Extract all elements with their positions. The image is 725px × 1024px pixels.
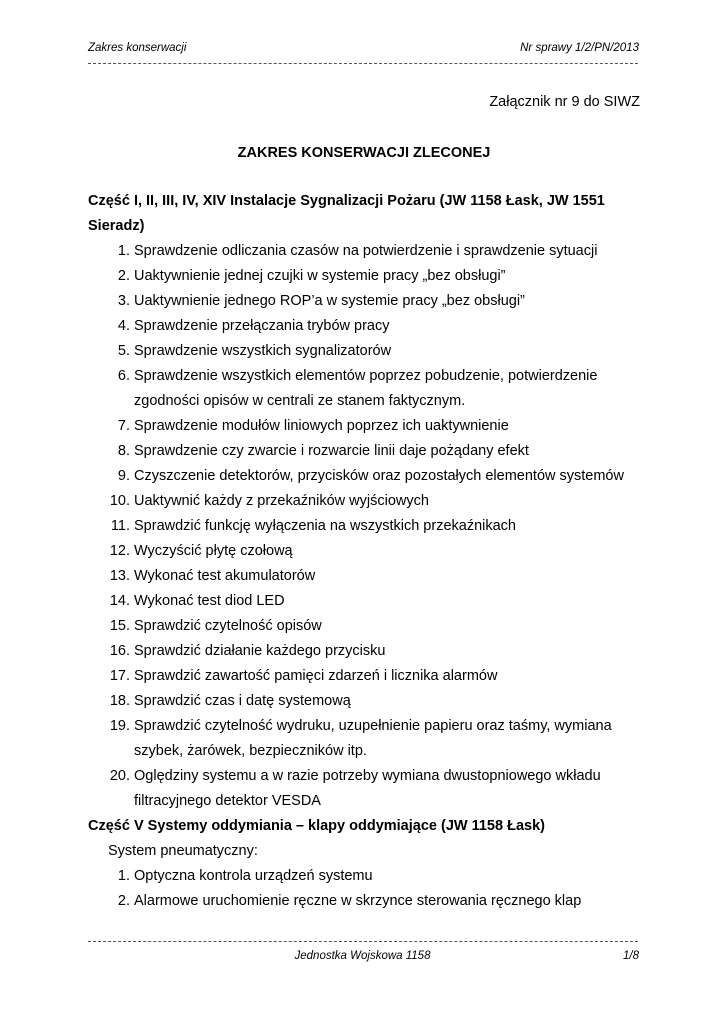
item-text: Wykonać test akumulatorów: [134, 568, 316, 584]
item-text: Sprawdzić czytelność wydruku, uzupełnienie papieru oraz taśmy, wymiana szybek, żarówek, bezpieczników itp.: [134, 718, 612, 759]
list-item: [88, 439, 640, 464]
item-text: Sprawdzić funkcję wyłączenia na wszystkich przekaźnikach: [134, 518, 516, 534]
item-text: Uaktywnić każdy z przekaźników wyjściowych: [134, 493, 429, 509]
list-item: [88, 514, 640, 539]
item-text: Oględziny systemu a w razie potrzeby wymiana dwustopniowego wkładu filtracyjnego detektor VESDA: [134, 768, 601, 809]
item-number: 1.: [117, 243, 130, 259]
list-item: [88, 339, 640, 364]
list-item: [88, 639, 640, 664]
list-item: [88, 289, 640, 314]
item-text: Czyszczenie detektorów, przycisków oraz pozostałych elementów systemów: [134, 468, 624, 484]
section-2-subtitle: System pneumatyczny:: [108, 843, 258, 859]
section-2-list: [88, 864, 640, 914]
list-item: [88, 464, 640, 489]
item-text: Sprawdzenie modułów liniowych poprzez ich uaktywnienie: [134, 418, 509, 434]
item-number: 10.: [109, 493, 130, 509]
item-number: 11.: [110, 518, 130, 534]
list-item: [88, 664, 640, 689]
list-item: [88, 764, 640, 814]
section-2-title: Część V Systemy oddymiania – klapy oddymiające (JW 1158 Łask): [88, 818, 545, 834]
list-item: [88, 314, 640, 339]
item-text: Sprawdzenie czy zwarcie i rozwarcie linii daje pożądany efekt: [134, 443, 529, 459]
list-item: [88, 864, 640, 889]
item-text: Sprawdzić zawartość pamięci zdarzeń i licznika alarmów: [134, 668, 498, 684]
list-item: [88, 564, 640, 589]
item-text: Sprawdzić działanie każdego przycisku: [134, 643, 386, 659]
header-right: Nr sprawy 1/2/PN/2013: [520, 42, 639, 54]
item-number: 4.: [117, 318, 130, 334]
item-text: Sprawdzenie wszystkich elementów poprzez pobudzenie, potwierdzenie zgodności opisów w centrali ze stanem faktycznym.: [134, 368, 598, 409]
item-number: 2.: [117, 893, 130, 909]
document-title: ZAKRES KONSERWACJI ZLECONEJ: [237, 145, 491, 161]
item-text: Uaktywnienie jednej czujki w systemie pracy „bez obsługi”: [134, 268, 506, 284]
item-number: 13.: [109, 568, 130, 584]
item-number: 8.: [117, 443, 130, 459]
item-text: Uaktywnienie jednego ROP’a w systemie pracy „bez obsługi”: [134, 293, 525, 309]
header-divider: [88, 63, 638, 64]
item-text: Alarmowe uruchomienie ręczne w skrzynce sterowania ręcznego klap: [134, 893, 582, 909]
list-item: [88, 689, 640, 714]
item-number: 2.: [117, 268, 130, 284]
item-text: Sprawdzić czytelność opisów: [134, 618, 322, 634]
footer-center: Jednostka Wojskowa 1158: [294, 950, 431, 962]
item-number: 3.: [117, 293, 130, 309]
item-number: 1.: [117, 868, 130, 884]
list-item: [88, 539, 640, 564]
annex-label: Załącznik nr 9 do SIWZ: [489, 94, 640, 110]
item-number: 9.: [117, 468, 130, 484]
item-text: Wyczyścić płytę czołową: [134, 543, 293, 559]
item-number: 17.: [109, 668, 130, 684]
list-item: [88, 714, 640, 764]
item-number: 19.: [109, 718, 130, 734]
item-number: 6.: [117, 368, 130, 384]
list-item: [88, 239, 640, 264]
list-item: [88, 414, 640, 439]
footer-divider: [88, 941, 638, 942]
item-text: Wykonać test diod LED: [134, 593, 285, 609]
item-number: 12.: [109, 543, 130, 559]
item-number: 18.: [109, 693, 130, 709]
item-number: 7.: [117, 418, 130, 434]
header-left: Zakres konserwacji: [88, 42, 187, 54]
item-number: 5.: [117, 343, 130, 359]
item-number: 15.: [109, 618, 130, 634]
item-number: 14.: [109, 593, 130, 609]
item-text: Sprawdzenie odliczania czasów na potwierdzenie i sprawdzenie sytuacji: [134, 243, 598, 259]
item-text: Sprawdzenie wszystkich sygnalizatorów: [134, 343, 392, 359]
list-item: [88, 614, 640, 639]
section-1-list: [88, 239, 640, 814]
item-number: 16.: [109, 643, 130, 659]
list-item: [88, 889, 640, 914]
list-item: [88, 364, 640, 414]
list-item: [88, 589, 640, 614]
list-item: [88, 264, 640, 289]
item-text: Sprawdzenie przełączania trybów pracy: [134, 318, 390, 334]
item-number: 20.: [109, 768, 130, 784]
item-text: Optyczna kontrola urządzeń systemu: [134, 868, 373, 884]
document-body: [88, 92, 640, 914]
section-1-title: Część I, II, III, IV, XIV Instalacje Sygnalizacji Pożaru (JW 1158 Łask, JW 1551 Sieradz): [88, 193, 605, 234]
item-text: Sprawdzić czas i datę systemową: [134, 693, 351, 709]
list-item: [88, 489, 640, 514]
page-number: 1/8: [623, 950, 639, 962]
